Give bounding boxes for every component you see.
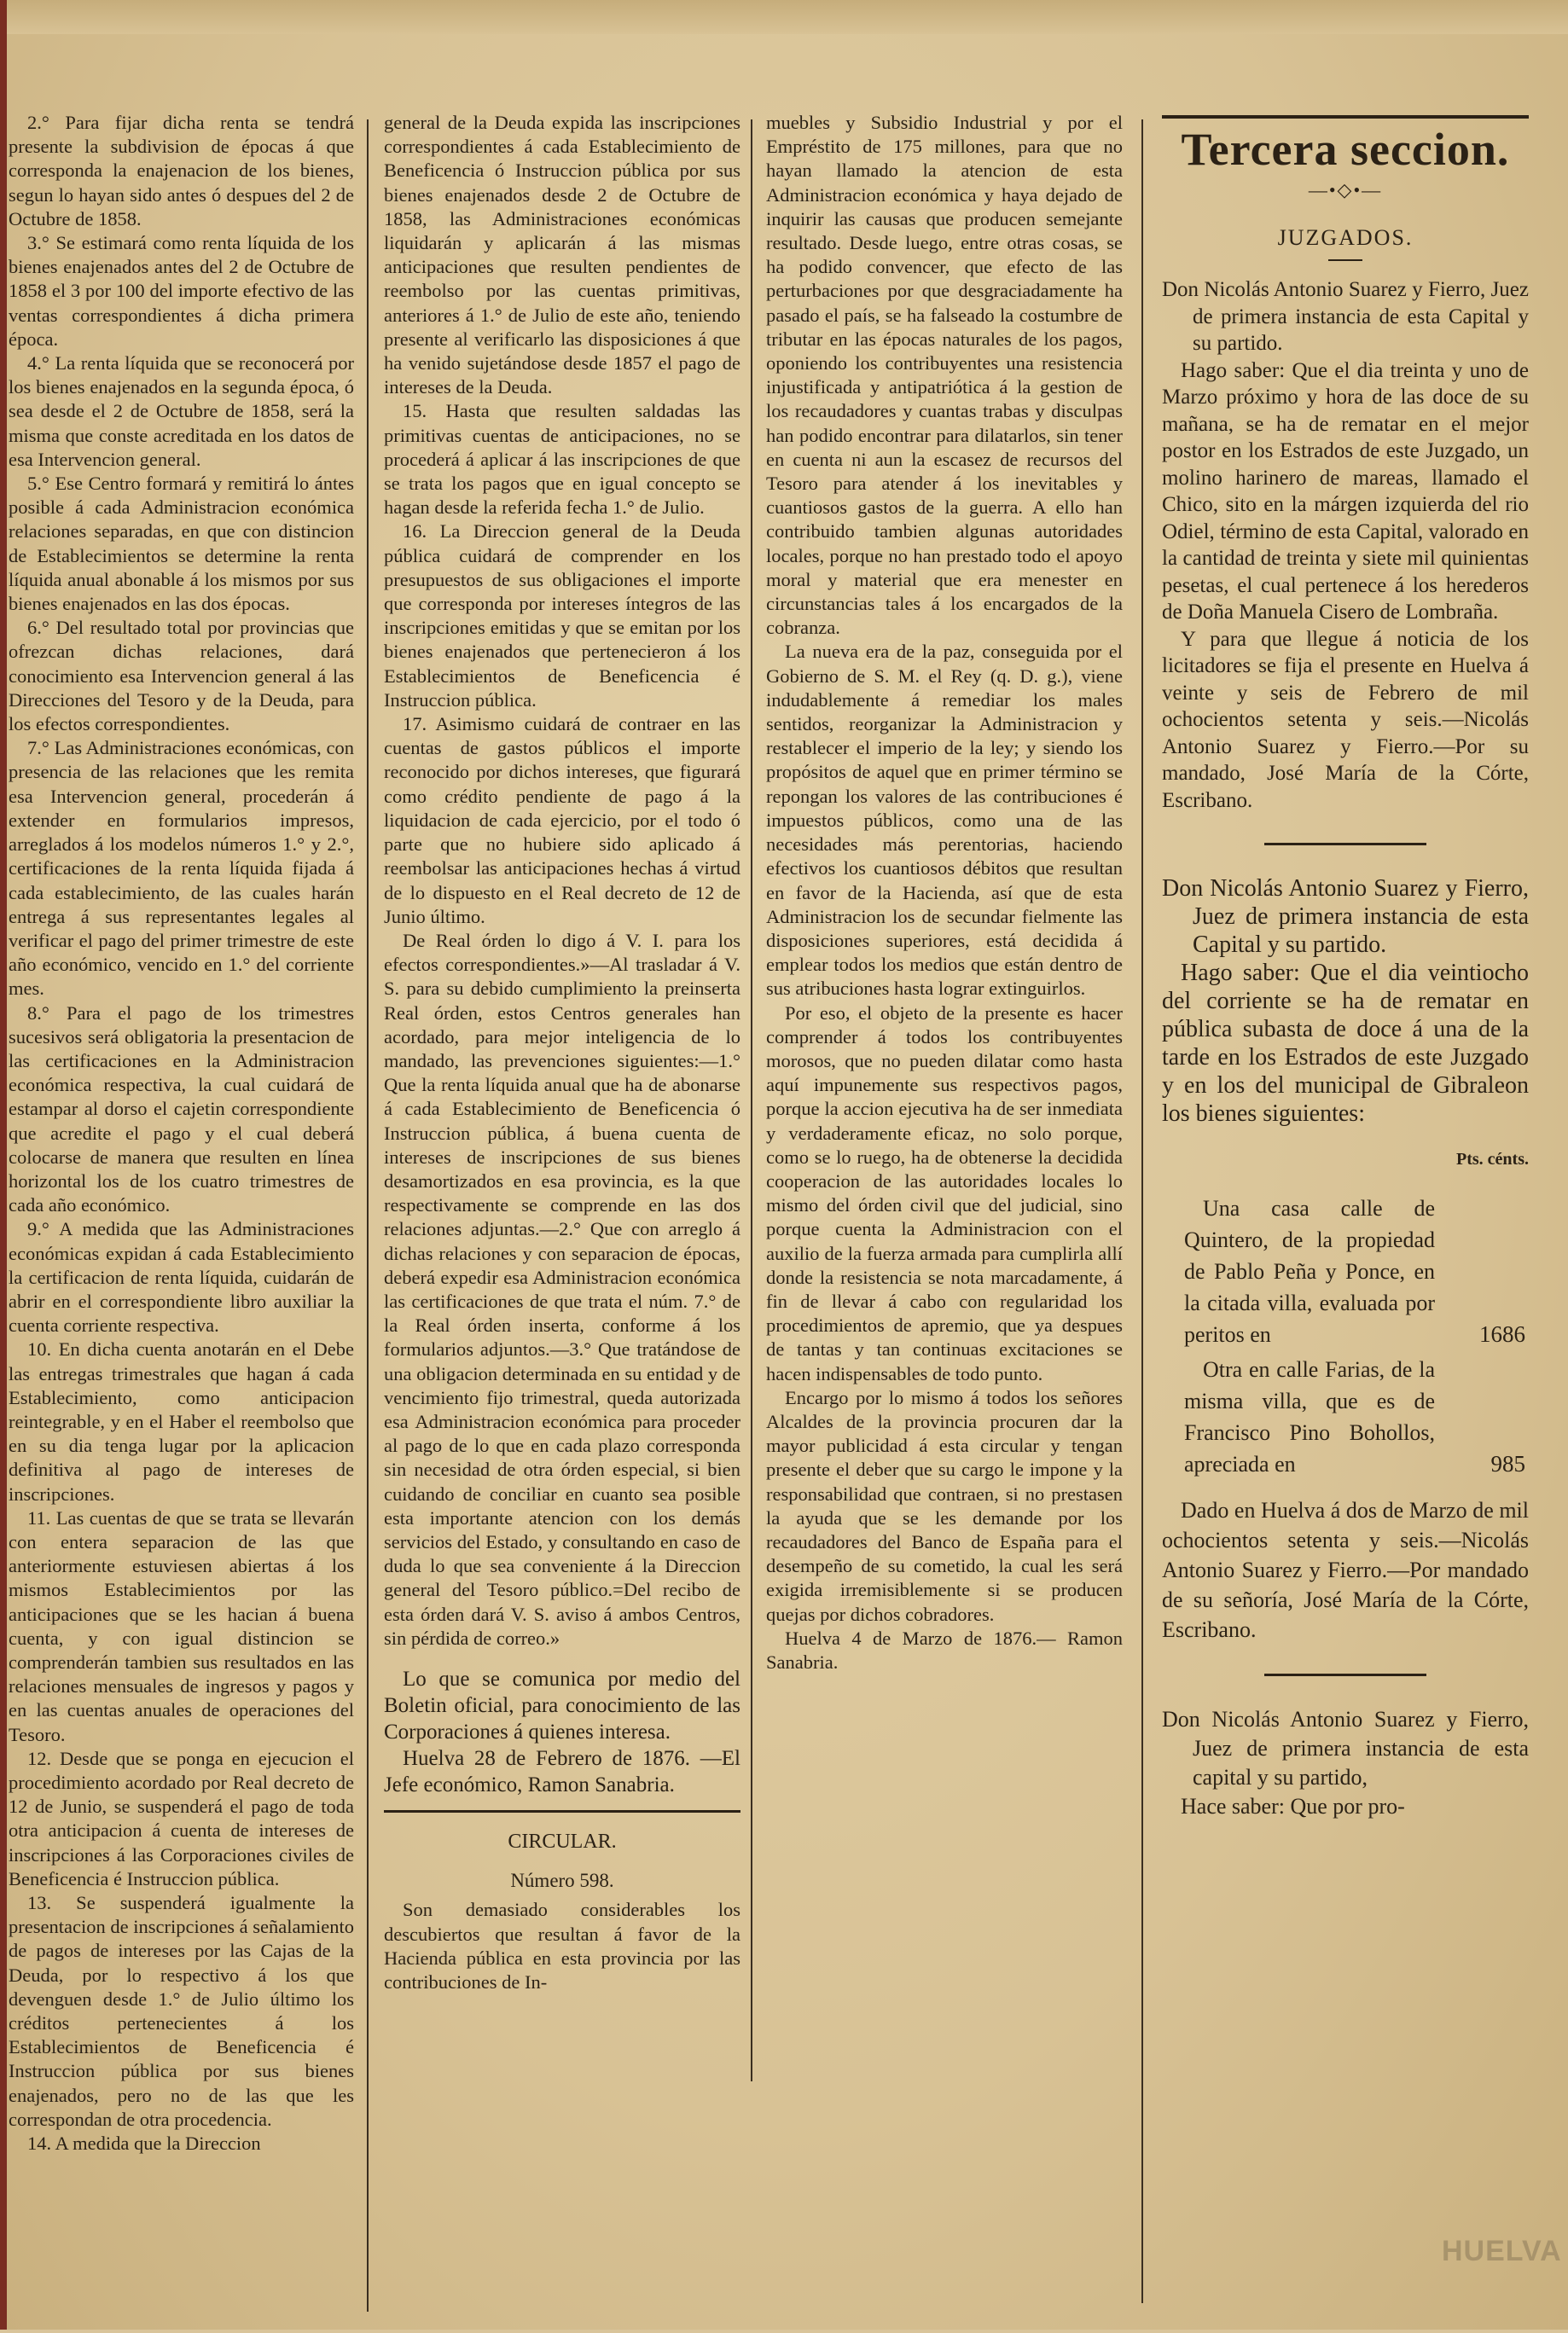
binding-edge xyxy=(0,0,7,2330)
notice-body: Hace saber: Que por pro- xyxy=(1181,1793,1405,1819)
paragraph: Por eso, el objeto de la presente es hacer comprender á todos los contribuyentes morosos, que no pueden dilatar como hasta aquí impunemente sus respectivos pagos, porque la accion ejecutiva ha de ser inmediata y verdaderamente eficaz, no solo porque, como se lo ruego, ha de obtenerse la decidida cooperacion de las autoridades locales lo mismo del órden civil que del judicial, sino porque cuenta la Administracion con el auxilio de la fuerza armada para cumplirla allí donde la resistencia se nota marcadamente, á fin de llevar á cabo con regularidad los procedimientos de apremio, que ya despues de tantas y tan continuas excitaciones se hacen indispensables de todo punto. xyxy=(766,1001,1123,1384)
column-3 xyxy=(766,111,1123,2320)
notice-heading: Don Nicolás Antonio Suarez y Fierro, Juez de primera instancia de esta capital y su partido, xyxy=(1162,1706,1529,1790)
paragraph: muebles y Subsidio Industrial y por el Empréstito de 175 millones, para que no hayan llamado la atencion de esta Administracion económica y haya dejado de inquirir las causas que producen semejante resultado. Desde luego, entre otras cosas, se ha podido convencer, que efecto de las perturbaciones por que desgraciadamente ha pasado el país, se ha falseado la costumbre de tributar en las épocas naturales de los pagos, oponiendo los contribuyentes una resistencia injustificada y antipatriótica á la gestion de los recaudadores y cuantas trabas y disculpas han podido encontrar para dilatarlos, sin tener en cuenta ni aun la escasez de recursos del Tesoro para atender á los inevitables y cuantiosos gastos de la guerra. A ello han contribuido tambien algunas autoridades locales, porque no han prestado todo el apoyo moral y material que era menester en circunstancias tales á los encargados de la cobranza. xyxy=(766,112,1123,639)
section-rule xyxy=(384,1810,740,1813)
signature: Huelva 28 de Febrero de 1876. —El Jefe económico, Ramon Sanabria. xyxy=(384,1747,740,1796)
paragraph: 6.° Del resultado total por provincias que ofrezcan dichas relaciones, dará conocimiento esa Intervencion general á las Direcciones del Tesoro y de la Deuda, para los efectos correspondientes. xyxy=(9,617,354,735)
paragraph: 9.° A medida que las Administraciones económicas expidan á cada Establecimiento la certificacion de renta líquida, cuidarán de abrir en el correspondiente libro auxiliar la cuenta corriente respectiva. xyxy=(9,1218,354,1337)
notice-body: Hago saber: Que el dia treinta y uno de Marzo próximo y hora de las doce de su mañana, se ha de rematar en el mejor postor en los Estrados de este Juzgado, un molino harinero de mareas, llamado el Chico, sito en la márgen izquierda del rio Odiel, término de esta Capital, valorado en la cantidad de treinta y siete mil quinientas pesetas, el cual pertenece á los herederos de Doña Manuela Cisero de Lombraña. xyxy=(1162,358,1529,624)
paragraph: 10. En dicha cuenta anotarán en el Debe las entregas trimestrales que hagan á cada Establecimiento, como anticipacion reintegrable, y en el Haber el reembolso que en su dia tenga lugar por la aplicacion definitiva al pago de intereses de inscripciones. xyxy=(9,1338,354,1505)
paragraph: general de la Deuda expida las inscripciones correspondientes á cada Establecimiento de Beneficencia ó Instruccion pública por sus bienes enajenados desde 2 de Octubre de 1858, las Administraciones económicas liquidarán y aplicarán á las mismas anticipaciones que resulten pendientes de reembolso por las cuentas primitivas, anteriores á 1.° de Julio de este año, teniendo presente al verificarlo las disposiciones á que ha venido sujetándose desde 1857 el pago de intereses de la Deuda. xyxy=(384,112,740,398)
comunica-text: Lo que se comunica por medio del Boletin oficial, para conocimiento de las Corporaciones á quienes interesa. xyxy=(384,1668,740,1744)
notice-divider xyxy=(1264,1674,1426,1676)
section-top-rule xyxy=(1162,115,1529,119)
paragraph: 11. Las cuentas de que se trata se llevarán con entera separacion de las que anteriormente estuviesen abiertas á los mismos Establecimientos por las anticipaciones que se les hacian á buena cuenta, y con igual distincion se comprenderán tambien sus resultados en las relaciones mensuales de ingresos y pagos y en las cuentas anuales de operaciones del Tesoro. xyxy=(9,1506,354,1745)
paragraph: 16. La Direccion general de la Deuda pública cuidará de comprender en los presupuestos de sus obligaciones el importe que corresponda por intereses íntegros de las inscripciones emitidas y que se emitan por los bienes enajenados que pertenecieron á los Establecimientos de Beneficencia é Instruccion pública. xyxy=(384,520,740,711)
item-amount: 985 xyxy=(1490,1450,1525,1477)
paragraph: 7.° Las Administraciones económicas, con presencia de las relaciones que les remita esa Intervencion general, procederán á extender en formularios impresos, arreglados á los modelos números 1.° y 2.°, certificaciones de la renta líquida fijada á cada establecimiento, de las cuales harán entrega á sus representantes legales al verificar el pago del primer trimestre de este año económico, vencido en 1.° del corriente mes. xyxy=(9,737,354,1000)
list-item xyxy=(1162,1354,1529,1480)
paragraph: La nueva era de la paz, conseguida por el Gobierno de S. M. el Rey (q. D. g.), viene indudablemente á remediar los males sentidos, reorganizar la Administracion y restablecer el imperio de la ley; y siendo los propósitos de aquel que en primer término se repongan los valores de las contribuciones é impuestos públicos, como una de las necesidades más perentorias, haciendo efectivos los cuantiosos débitos que resultan en favor de la Hacienda, así que de esta Administracion los de secundar fielmente las disposiciones superiores, está decidida á emplear todos los medios que están dentro de sus atribuciones hasta lograr extinguirlos. xyxy=(766,641,1123,1000)
notice-divider xyxy=(1264,843,1426,845)
list-item xyxy=(1162,1193,1529,1350)
notice-closing: Dado en Huelva á dos de Marzo de mil ochocientos setenta y seis.—Nicolás Antonio Suarez y Fierro.—Por mandado de su señoría, José María de la Córte, Escribano. xyxy=(1162,1497,1529,1642)
notice-heading: Don Nicolás Antonio Suarez y Fierro, Juez de primera instancia de esta Capital y su partido. xyxy=(1162,875,1529,958)
item-text: Una casa calle de Quintero, de la propiedad de Pablo Peña y Ponce, en la citada villa, evaluada por peritos en xyxy=(1184,1195,1435,1347)
column-1 xyxy=(9,111,354,2320)
paragraph: De Real órden lo digo á V. I. para los efectos correspondientes.»—Al trasladar á V. S. para su debido cumplimiento la preinserta Real órden, estos Centros generales han acordado, para mejor inteligencia de lo mandado, las prevenciones siguientes:—1.° Que la renta líquida anual que ha de abonarse á cada Establecimiento de Beneficencia ó Instruccion pública, á buena cuenta de intereses de inscripciones de sus bienes desamortizados en esa provincia, es la que respectivamente se comprende en las dos relaciones adjuntas.—2.° Que con arreglo á dichas relaciones y con separacion de épocas, deberá expedir esa Administracion económica las certificaciones de que trata el núm. 7.° de la Real órden inserta, conforme á los formularios adjuntos.—3.° Que tratándose de una obligacion determinada en su entidad y de vencimiento fijo trimestral, queda autorizada esa Administracion económica para proceder al pago de lo que en cada plazo corresponda sin necesidad de otra órden especial, si bien cuidando de conciliar en cuanto sea posible esta importante atencion con los demás servicios del Estado, y consultando en caso de duda lo que sea conveniente á la Direccion general del Tesoro público.=Del recibo de esta órden dará V. S. aviso á ambos Centros, sin pérdida de correo.» xyxy=(384,929,740,1649)
column-4 xyxy=(1162,115,1529,2333)
paragraph: 3.° Se estimará como renta líquida de los bienes enajenados antes del 2 de Octubre de 1858 el 3 por 100 del importe efectivo de las ventas correspondientes á dicha primera época. xyxy=(9,232,354,350)
notice-heading: Don Nicolás Antonio Suarez y Fierro, Juez de primera instancia de esta Capital y su partido. xyxy=(1162,278,1529,355)
paragraph: 13. Se suspenderá igualmente la presentacion de inscripciones á señalamiento de pagos de intereses por las Cajas de la Deuda, por lo respectivo á los que devenguen desde 1.° de Julio último los créditos pertenecientes á los Establecimientos de Beneficencia é Instruccion pública por sus bienes enajenados, pero no de las que les correspondan de otra procedencia. xyxy=(9,1892,354,2130)
signature: Huelva 4 de Marzo de 1876.— Ramon Sanabria. xyxy=(766,1627,1123,1673)
notice-body: Hago saber: Que el dia veintiocho del corriente se ha de rematar en pública subasta de doce á una de la tarde en los Estrados de este Juzgado y en los del municipal de Gibraleon los bienes siguientes: xyxy=(1162,960,1529,1127)
paragraph: Son demasiado considerables los descubiertos que resultan á favor de la Hacienda pública en esta provincia por las contribuciones de In- xyxy=(384,1899,740,1993)
paragraph: 5.° Ese Centro formará y remitirá lo ántes posible á cada Administracion económica relaciones separadas, en que con distincion de Establecimientos se determine la renta líquida anual abonable á los mismos por sus bienes enajenados en las dos épocas. xyxy=(9,473,354,615)
paragraph: 2.° Para fijar dicha renta se tendrá presente la subdivision de épocas á que corresponda la enajenacion de los bienes, segun lo hayan sido antes ó despues del 2 de Octubre de 1858. xyxy=(9,112,354,229)
watermark-text: HUELVA xyxy=(1442,2235,1562,2267)
paragraph: 15. Hasta que resulten saldadas las primitivas cuentas de anticipaciones, no se procederá á aplicar á las inscripciones de que se trata los pagos que en igual concepto se hagan desde la referida fecha 1.° de Julio. xyxy=(384,400,740,519)
item-amount: 1686 xyxy=(1479,1320,1525,1347)
paragraph: 8.° Para el pago de los trimestres sucesivos será obligatoria la presentacion de las certificaciones en la Administracion económica respectiva, la cual cuidará de estampar al dorso el cajetin correspondiente que acredite el pago y el cual deberá colocarse de manera que resulten en línea horizontal los de los cuatro trimestres de cada año económico. xyxy=(9,1001,354,1216)
page-top-margin xyxy=(7,0,1568,34)
column-divider xyxy=(1141,119,1143,2303)
paragraph: Encargo por lo mismo á todos los señores Alcaldes de la provincia procuren dar la mayor publicidad á esta circular y tengan presente el deber que su cargo le impone y la responsabilidad que contraen, si no prestasen la ayuda que se les demande por los recaudadores del Banco de España para el desempeño de su cometido, la cual les será exigida irremisiblemente si se producen quejas por dichos cobradores. xyxy=(766,1386,1123,1625)
juzgados-heading: JUZGADOS. xyxy=(1277,224,1414,250)
paragraph: 4.° La renta líquida que se reconocerá por los bienes enajenados en la segunda época, ó sea desde el 2 de Octubre de 1858, será la misma que conste acreditada en los datos de esa Intervencion general. xyxy=(9,352,354,470)
notice-closing: Y para que llegue á noticia de los licitadores se fija el presente en Huelva á veinte y seis de Febrero de mil ochocientos setenta y seis.—Nicolás Antonio Suarez y Fierro.—Por su mandado, José María de la Córte, Escribano. xyxy=(1162,627,1529,812)
circular-title: CIRCULAR. xyxy=(508,1831,617,1853)
column-2 xyxy=(384,111,740,2320)
column-divider xyxy=(367,119,369,2312)
paragraph: 14. A medida que la Direccion xyxy=(27,2133,261,2155)
column-divider xyxy=(751,119,752,2081)
ornament: —•◇•— xyxy=(1308,179,1383,200)
archive-watermark xyxy=(1442,2235,1561,2320)
item-text: Otra en calle Farias, de la misma villa, que es de Francisco Pino Bohollos, apreciada en xyxy=(1184,1356,1435,1477)
paragraph: 17. Asimismo cuidará de contraer en las cuentas de gastos públicos el importe reconocido por dichos intereses, que figurará como crédito pendiente de pago á la liquidacion de cada ejercicio, por el todo ó parte que no hubiere sido aplicado á reembolsar las anticipaciones hechas á virtud de lo dispuesto en el Real decreto de 12 de Junio último. xyxy=(384,713,740,927)
paragraph: 12. Desde que se ponga en ejecucion el procedimiento acordado por Real decreto de 12 de Junio, se suspenderá el pago de toda otra anticipacion á cuenta de intereses de inscripciones á las Corporaciones civiles de Beneficencia é Instruccion pública. xyxy=(9,1747,354,1889)
short-rule xyxy=(1328,259,1362,261)
circular-number: Número 598. xyxy=(510,1870,614,1892)
section-title: Tercera seccion. xyxy=(1181,124,1510,175)
amount-column-header: Pts. cénts. xyxy=(1456,1150,1529,1169)
